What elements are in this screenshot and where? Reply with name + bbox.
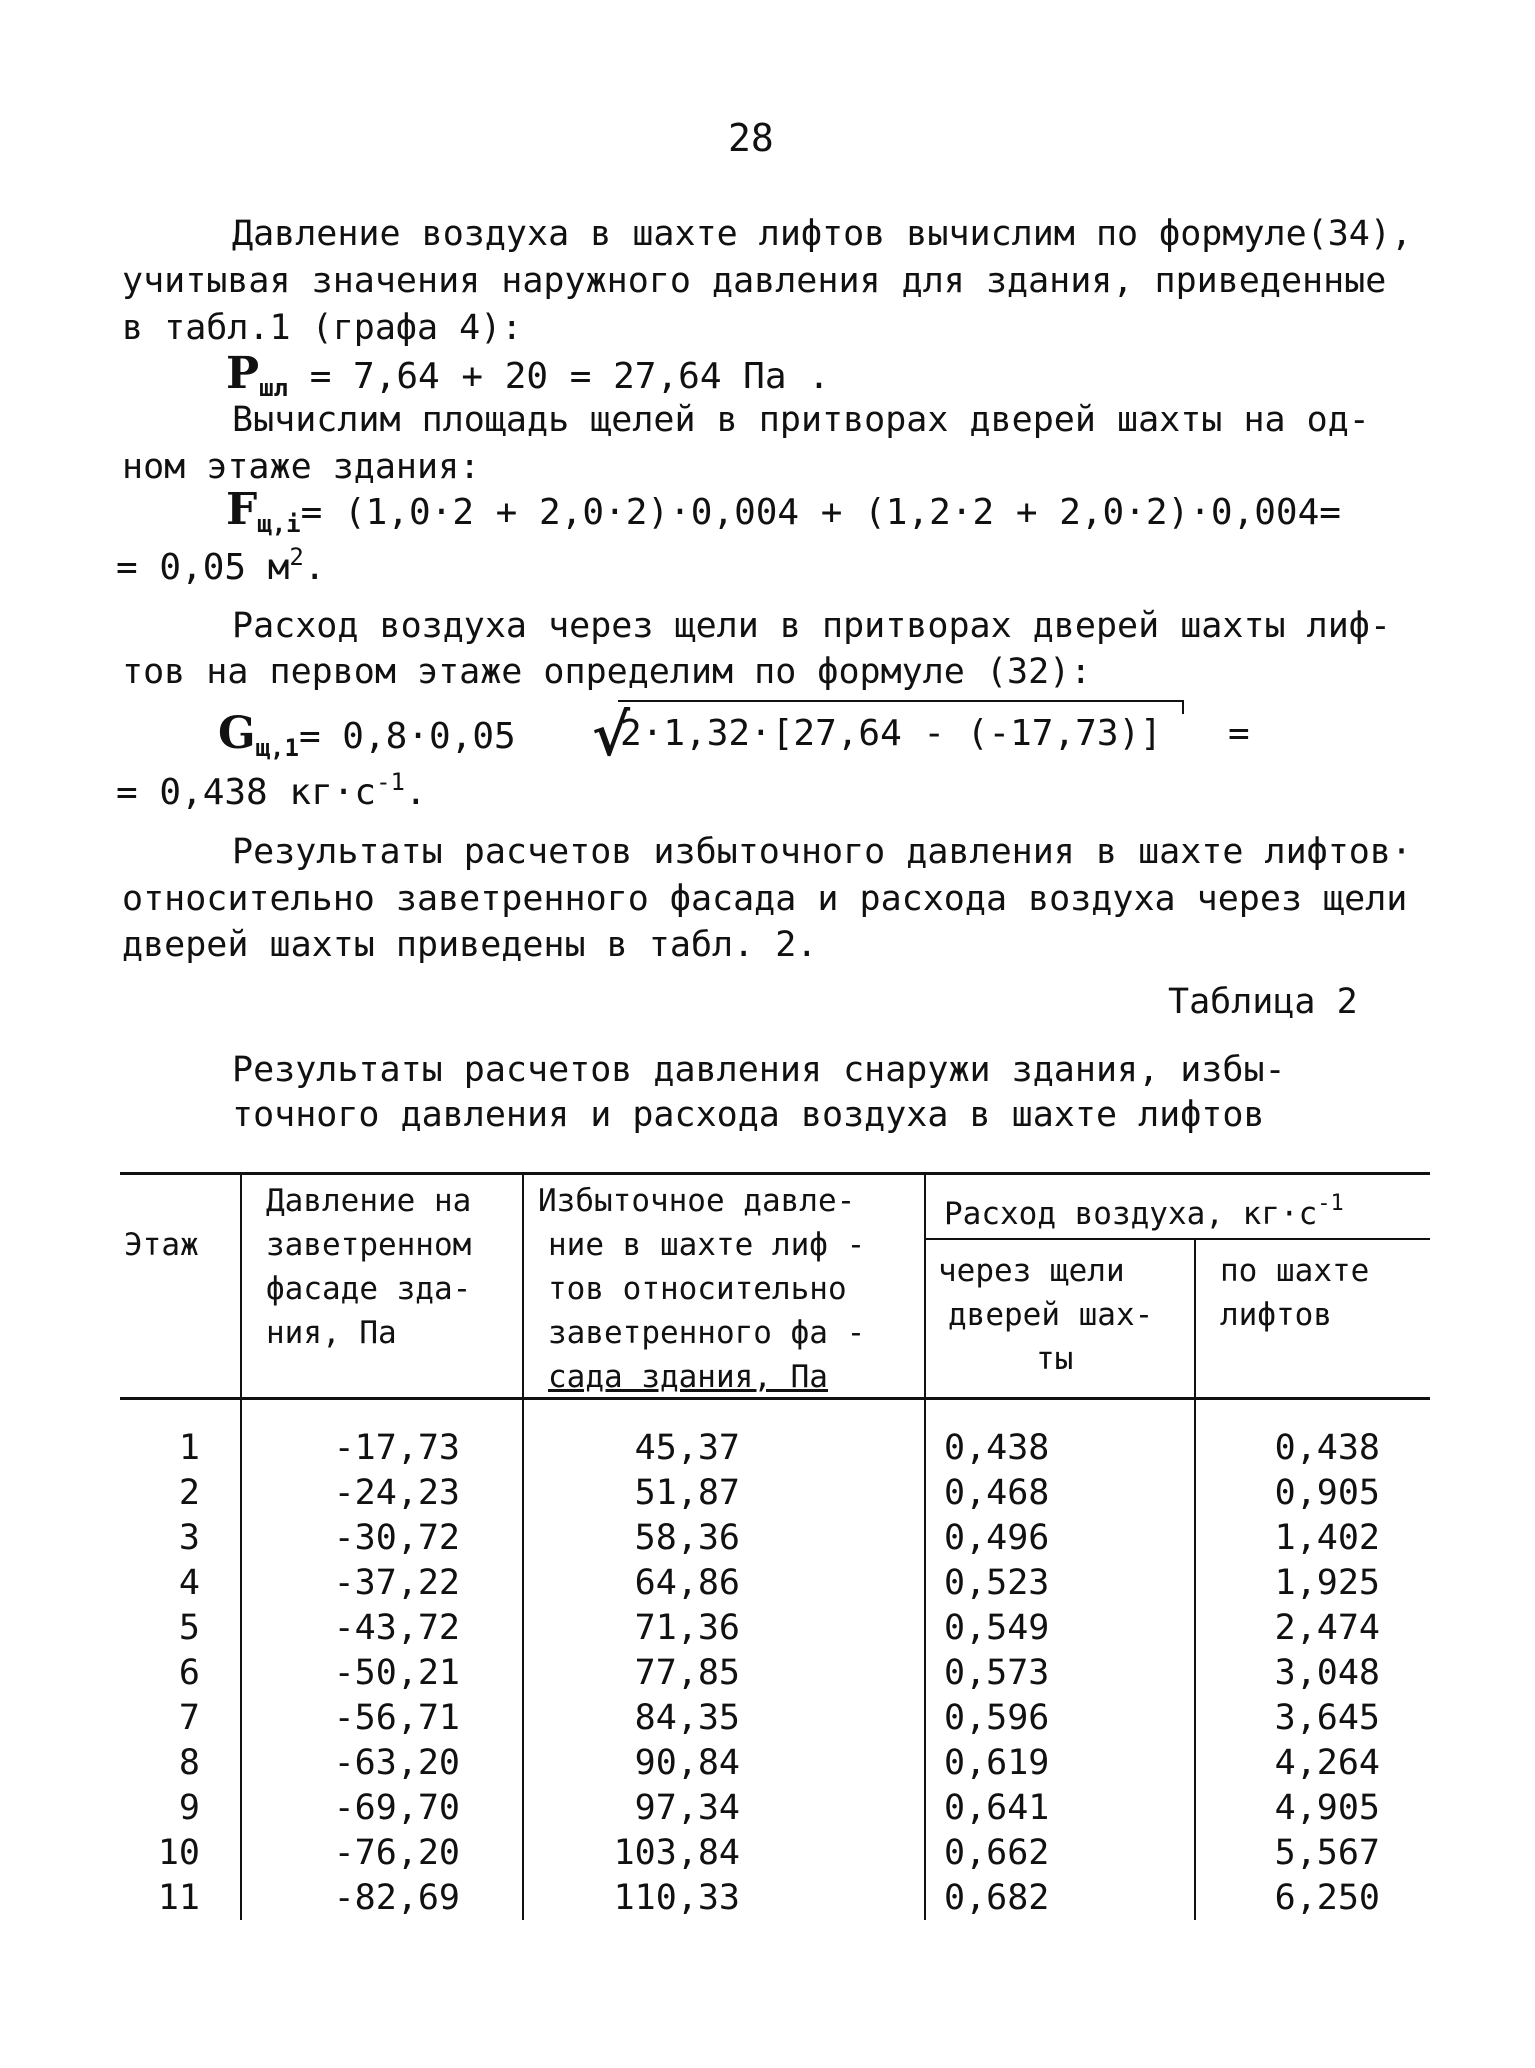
cell-po-shahte: 1,402 <box>1274 1518 1380 1558</box>
cell-po-shahte: 6,250 <box>1274 1878 1380 1918</box>
cell-cherez-shcheli: 0,573 <box>944 1653 1050 1693</box>
paragraph-2-line-1: Вычислим площадь щелей в притворах дверей шахты на од- <box>232 400 1370 440</box>
header-izbytochnoe-line-1: Избыточное давле- <box>538 1183 856 1219</box>
cell-davlenie: -69,70 <box>333 1788 460 1828</box>
header-etazh: Этаж <box>124 1227 199 1263</box>
formula-1-expression: = 7,64 + 20 = 27,64 Па . <box>309 356 830 397</box>
cell-cherez-shcheli: 0,438 <box>944 1428 1050 1468</box>
cell-cherez-shcheli: 0,596 <box>944 1698 1050 1738</box>
cell-izbytochnoe: 77,85 <box>634 1653 740 1693</box>
cell-etazh: 10 <box>157 1833 200 1873</box>
cell-izbytochnoe: 71,36 <box>634 1608 740 1648</box>
cell-davlenie: -76,20 <box>333 1833 460 1873</box>
formula-3-result-end: . <box>405 772 427 813</box>
cell-izbytochnoe: 110,33 <box>613 1878 740 1918</box>
formula-gap-area-result <box>116 535 326 590</box>
cell-po-shahte: 2,474 <box>1274 1608 1380 1648</box>
page-number: 28 <box>728 116 774 160</box>
cell-po-shahte: 4,905 <box>1274 1788 1380 1828</box>
table-row <box>0 1696 1535 1741</box>
header-cherez-shcheli-line-3: ты <box>1036 1341 1074 1377</box>
header-rashod-label: Расход воздуха, кг·с <box>944 1196 1318 1232</box>
cell-davlenie: -63,20 <box>333 1743 460 1783</box>
formula-3-subscript: щ,1 <box>255 734 299 762</box>
header-po-shahte-line-1: по шахте <box>1220 1253 1370 1289</box>
cell-cherez-shcheli: 0,468 <box>944 1473 1050 1513</box>
table-row <box>0 1741 1535 1786</box>
table-row <box>0 1831 1535 1876</box>
cell-davlenie: -43,72 <box>333 1608 460 1648</box>
cell-davlenie: -56,71 <box>333 1698 460 1738</box>
cell-izbytochnoe: 90,84 <box>634 1743 740 1783</box>
table-caption-line-2: точного давления и расхода воздуха в шахте лифтов <box>232 1095 1265 1135</box>
header-rashod <box>944 1182 1344 1236</box>
cell-etazh: 7 <box>178 1698 200 1738</box>
formula-3-expression-pre: = 0,8·0,05 <box>298 716 516 757</box>
table-row <box>0 1876 1535 1921</box>
cell-etazh: 1 <box>178 1428 200 1468</box>
formula-3-result-exponent: -1 <box>376 768 405 796</box>
cell-etazh: 8 <box>178 1743 200 1783</box>
cell-cherez-shcheli: 0,641 <box>944 1788 1050 1828</box>
formula-3-expression-post: = <box>1228 713 1250 754</box>
header-cherez-shcheli-line-2: дверей шах- <box>948 1297 1154 1333</box>
formula-2-symbol: F <box>226 484 258 535</box>
cell-po-shahte: 1,925 <box>1274 1563 1380 1603</box>
cell-davlenie: -30,72 <box>333 1518 460 1558</box>
paragraph-2-line-2: ном этаже здания: <box>122 447 481 487</box>
cell-etazh: 4 <box>178 1563 200 1603</box>
formula-3-symbol: G <box>218 708 256 759</box>
cell-po-shahte: 0,438 <box>1274 1428 1380 1468</box>
cell-etazh: 2 <box>178 1473 200 1513</box>
table-top-rule <box>120 1172 1430 1175</box>
cell-davlenie: -37,22 <box>333 1563 460 1603</box>
cell-po-shahte: 4,264 <box>1274 1743 1380 1783</box>
square-root-bar <box>618 700 1184 702</box>
cell-cherez-shcheli: 0,549 <box>944 1608 1050 1648</box>
paragraph-4-line-1: Результаты расчетов избыточного давления в шахте лифтов· <box>232 832 1413 872</box>
cell-izbytochnoe: 64,86 <box>634 1563 740 1603</box>
cell-po-shahte: 5,567 <box>1274 1833 1380 1873</box>
table-label: Таблица 2 <box>1168 982 1358 1022</box>
square-root-icon: √ <box>592 701 631 769</box>
table-row <box>0 1426 1535 1471</box>
header-davlenie-line-1: Давление на <box>266 1183 472 1219</box>
header-davlenie-line-3: фасаде зда- <box>266 1271 472 1307</box>
cell-cherez-shcheli: 0,496 <box>944 1518 1050 1558</box>
cell-izbytochnoe: 58,36 <box>634 1518 740 1558</box>
table-row <box>0 1561 1535 1606</box>
header-po-shahte-line-2: лифтов <box>1220 1297 1332 1333</box>
cell-davlenie: -50,21 <box>333 1653 460 1693</box>
cell-po-shahte: 3,645 <box>1274 1698 1380 1738</box>
cell-etazh: 6 <box>178 1653 200 1693</box>
paragraph-4-line-3: дверей шахты приведены в табл. 2. <box>122 925 818 965</box>
cell-etazh: 11 <box>157 1878 200 1918</box>
cell-etazh: 5 <box>178 1608 200 1648</box>
table-row <box>0 1516 1535 1561</box>
cell-cherez-shcheli: 0,619 <box>944 1743 1050 1783</box>
cell-davlenie: -17,73 <box>333 1428 460 1468</box>
cell-izbytochnoe: 103,84 <box>613 1833 740 1873</box>
header-davlenie-line-2: заветренном <box>266 1227 472 1263</box>
header-cherez-shcheli-line-1: через щели <box>938 1253 1125 1289</box>
cell-etazh: 9 <box>178 1788 200 1828</box>
header-izbytochnoe-line-2: ние в шахте лиф - <box>548 1227 866 1263</box>
cell-izbytochnoe: 45,37 <box>634 1428 740 1468</box>
cell-izbytochnoe: 97,34 <box>634 1788 740 1828</box>
cell-po-shahte: 3,048 <box>1274 1653 1380 1693</box>
table-row <box>0 1471 1535 1516</box>
formula-2-expression: = (1,0·2 + 2,0·2)·0,004 + (1,2·2 + 2,0·2)·0,004= <box>300 492 1341 533</box>
table-row <box>0 1651 1535 1696</box>
formula-2-result-exponent: 2 <box>289 543 304 571</box>
paragraph-1-line-1: Давление воздуха в шахте лифтов вычислим по формуле(34), <box>232 214 1413 254</box>
paragraph-3-line-2: тов на первом этаже определим по формуле (32): <box>122 652 1092 692</box>
cell-cherez-shcheli: 0,523 <box>944 1563 1050 1603</box>
table-row <box>0 1606 1535 1651</box>
formula-3-radicand: 2·1,32·[27,64 - (-17,73)] <box>620 713 1162 754</box>
table-caption-line-1: Результаты расчетов давления снаружи здания, избы- <box>232 1050 1286 1090</box>
square-root-bar-end <box>1182 700 1184 714</box>
paragraph-3-line-1: Расход воздуха через щели в притворах дверей шахты лиф- <box>232 606 1391 646</box>
formula-2-result-end: . <box>303 547 326 588</box>
cell-davlenie: -82,69 <box>333 1878 460 1918</box>
cell-cherez-shcheli: 0,682 <box>944 1878 1050 1918</box>
paragraph-4-line-2: относительно заветренного фасада и расхода воздуха через щели <box>122 879 1408 919</box>
formula-2-result: = 0,05 м <box>116 547 290 588</box>
formula-air-flow-result <box>116 760 427 815</box>
header-izbytochnoe-line-5: сада здания, Па <box>548 1359 828 1395</box>
cell-izbytochnoe: 84,35 <box>634 1698 740 1738</box>
header-davlenie-line-4: ния, Па <box>266 1315 397 1351</box>
table-row <box>0 1786 1535 1831</box>
formula-2-subscript: щ,i <box>257 510 301 538</box>
paragraph-1-line-3: в табл.1 (графа 4): <box>122 308 523 348</box>
header-rashod-exponent: -1 <box>1317 1191 1344 1216</box>
cell-davlenie: -24,23 <box>333 1473 460 1513</box>
header-izbytochnoe-line-3: тов относительно <box>548 1271 847 1307</box>
header-izbytochnoe-line-4: заветренного фа - <box>548 1315 866 1351</box>
formula-gap-area <box>226 484 1341 546</box>
formula-1-symbol: P <box>226 348 260 399</box>
formula-3-result: = 0,438 кг·с <box>116 772 377 813</box>
cell-cherez-shcheli: 0,662 <box>944 1833 1050 1873</box>
paragraph-1-line-2: учитывая значения наружного давления для здания, приведенные <box>122 261 1387 301</box>
cell-etazh: 3 <box>178 1518 200 1558</box>
cell-izbytochnoe: 51,87 <box>634 1473 740 1513</box>
table-subheader-rule <box>924 1238 1430 1240</box>
formula-1-subscript: шл <box>259 374 288 402</box>
cell-po-shahte: 0,905 <box>1274 1473 1380 1513</box>
